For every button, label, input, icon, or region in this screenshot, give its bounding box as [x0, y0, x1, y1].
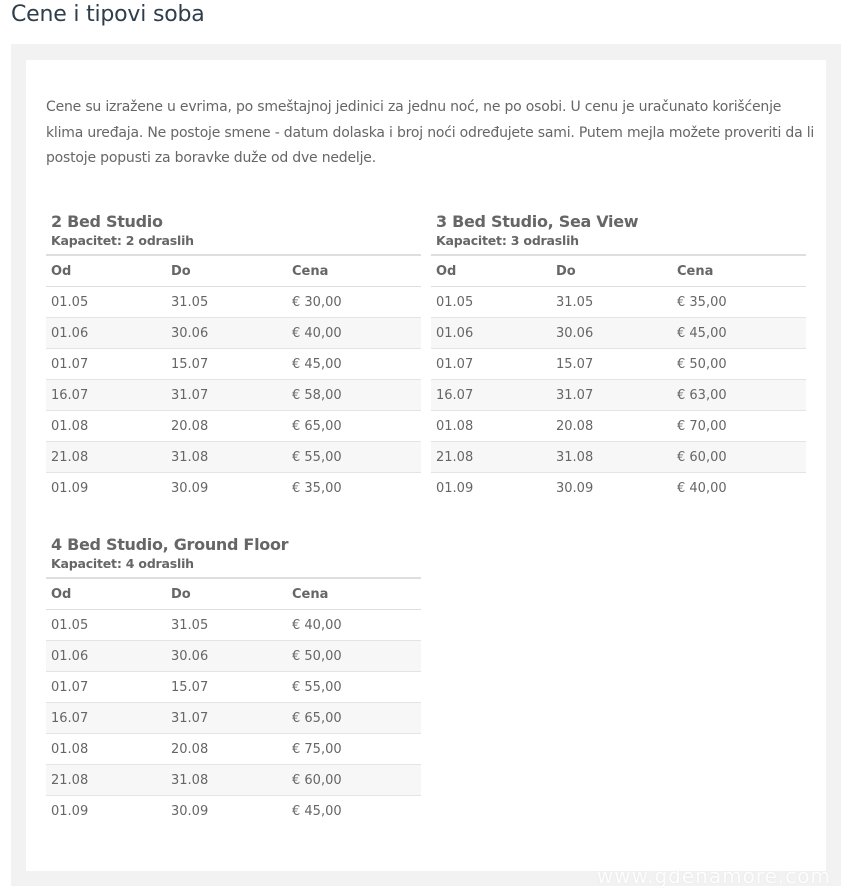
cell-cena: € 35,00	[672, 287, 806, 318]
cell-od: 01.09	[436, 480, 474, 496]
cell-od: 01.09	[51, 803, 89, 819]
table-row	[46, 610, 421, 641]
cell-od: 01.05	[46, 287, 166, 318]
room-title: 2 Bed Studio	[51, 212, 163, 231]
cell-do: 31.08	[166, 765, 287, 796]
cell-cena: € 60,00	[287, 765, 421, 796]
table-row	[46, 442, 421, 473]
page-title: Cene i tipovi soba	[11, 2, 205, 27]
column-header-do: Do	[166, 255, 287, 287]
cell-cena: € 60,00	[672, 442, 806, 473]
room-capacity: Kapacitet: 4 odraslih	[51, 556, 194, 571]
cell-od: 01.08	[46, 734, 166, 765]
cell-od: 21.08	[431, 442, 551, 473]
cell-do: 30.06	[166, 641, 287, 672]
pricing-intro-text: Cene su izražene u evrima, po smeštajnoj jedinici za jednu noć, ne po osobi. U cenu je uračunato korišćenje klima uređaja. Ne postoje smene - datum dolaska i broj noći određujete sami. Putem mejla možete proveriti da li postoje popusti za boravke duže od dve nedelje.	[46, 99, 815, 166]
cell-do: 30.09	[171, 480, 209, 496]
room-block-2-bed-studio	[46, 211, 421, 503]
cell-cena: € 40,00	[287, 318, 421, 349]
table-row	[46, 318, 421, 349]
cell-od: 01.06	[431, 318, 551, 349]
cell-od: 01.05	[46, 610, 166, 641]
room-capacity: Kapacitet: 3 odraslih	[436, 233, 579, 248]
site-watermark: www.gdenamore.com	[596, 864, 831, 888]
column-header-od: Od	[431, 255, 551, 287]
cell-cena: € 70,00	[672, 411, 806, 442]
table-row	[431, 411, 806, 442]
cell-od: 21.08	[46, 765, 166, 796]
cell-od: 16.07	[46, 703, 166, 734]
table-header-row	[46, 578, 421, 610]
cell-do: 20.08	[551, 411, 672, 442]
cell-do: 20.08	[166, 411, 287, 442]
cell-do: 31.05	[166, 287, 287, 318]
table-row	[46, 380, 421, 411]
cell-cena: € 50,00	[287, 641, 421, 672]
table-row	[431, 287, 806, 318]
column-header-od: Od	[46, 255, 166, 287]
table-header-row	[431, 255, 806, 287]
cell-do: 30.09	[556, 480, 594, 496]
cell-do: 31.05	[166, 610, 287, 641]
cell-do: 20.08	[166, 734, 287, 765]
cell-od: 16.07	[46, 380, 166, 411]
cell-do: 30.06	[166, 318, 287, 349]
cell-od: 01.08	[46, 411, 166, 442]
cell-do: 31.08	[166, 442, 287, 473]
cell-od: 21.08	[46, 442, 166, 473]
table-row	[46, 641, 421, 672]
table-row	[431, 442, 806, 473]
cell-cena: € 63,00	[672, 380, 806, 411]
table-row	[46, 734, 421, 765]
column-header-od: Od	[46, 578, 166, 610]
cell-do: 31.05	[551, 287, 672, 318]
cell-cena: € 35,00	[292, 480, 342, 496]
cell-od: 01.08	[431, 411, 551, 442]
cell-cena: € 40,00	[287, 610, 421, 641]
cell-do: 30.09	[171, 803, 209, 819]
table-header-row	[46, 255, 421, 287]
cell-cena: € 30,00	[287, 287, 421, 318]
cell-cena: € 65,00	[287, 411, 421, 442]
cell-cena: € 45,00	[292, 803, 342, 819]
table-row	[46, 287, 421, 318]
cell-do: 31.07	[166, 703, 287, 734]
cell-od: 01.09	[51, 480, 89, 496]
room-block-4-bed-studio-ground-floor	[46, 534, 421, 826]
cell-od: 01.05	[431, 287, 551, 318]
cell-do: 31.07	[551, 380, 672, 411]
table-row	[46, 349, 421, 380]
cell-cena: € 50,00	[672, 349, 806, 380]
cell-od: 16.07	[431, 380, 551, 411]
price-table	[431, 254, 806, 503]
cell-do: 30.06	[551, 318, 672, 349]
cell-od: 01.06	[46, 318, 166, 349]
column-header-cena: Cena	[672, 255, 806, 287]
cell-od: 01.07	[46, 349, 166, 380]
cell-do: 31.07	[166, 380, 287, 411]
table-row	[46, 672, 421, 703]
cell-cena: € 55,00	[287, 442, 421, 473]
cell-cena: € 55,00	[287, 672, 421, 703]
cell-cena: € 58,00	[287, 380, 421, 411]
cell-do: 15.07	[166, 672, 287, 703]
room-title: 3 Bed Studio, Sea View	[436, 212, 639, 231]
cell-cena: € 75,00	[287, 734, 421, 765]
column-header-cena: Cena	[287, 255, 421, 287]
cell-od: 01.06	[46, 641, 166, 672]
table-row	[46, 796, 421, 827]
table-row	[431, 318, 806, 349]
table-row	[46, 473, 421, 504]
price-table	[46, 254, 421, 503]
cell-od: 01.07	[46, 672, 166, 703]
cell-cena: € 40,00	[677, 480, 727, 496]
cell-od: 01.07	[431, 349, 551, 380]
table-row	[431, 349, 806, 380]
table-row	[46, 765, 421, 796]
column-header-do: Do	[551, 255, 672, 287]
table-row	[46, 411, 421, 442]
table-row	[431, 473, 806, 504]
cell-cena: € 45,00	[287, 349, 421, 380]
cell-cena: € 45,00	[672, 318, 806, 349]
column-header-do: Do	[166, 578, 287, 610]
table-row	[46, 703, 421, 734]
cell-do: 31.08	[551, 442, 672, 473]
cell-do: 15.07	[551, 349, 672, 380]
column-header-cena: Cena	[287, 578, 421, 610]
table-row	[431, 380, 806, 411]
room-block-3-bed-studio-sea-view	[431, 211, 806, 503]
cell-cena: € 65,00	[287, 703, 421, 734]
price-table	[46, 577, 421, 826]
room-capacity: Kapacitet: 2 odraslih	[51, 233, 194, 248]
cell-do: 15.07	[166, 349, 287, 380]
room-title: 4 Bed Studio, Ground Floor	[51, 535, 289, 554]
